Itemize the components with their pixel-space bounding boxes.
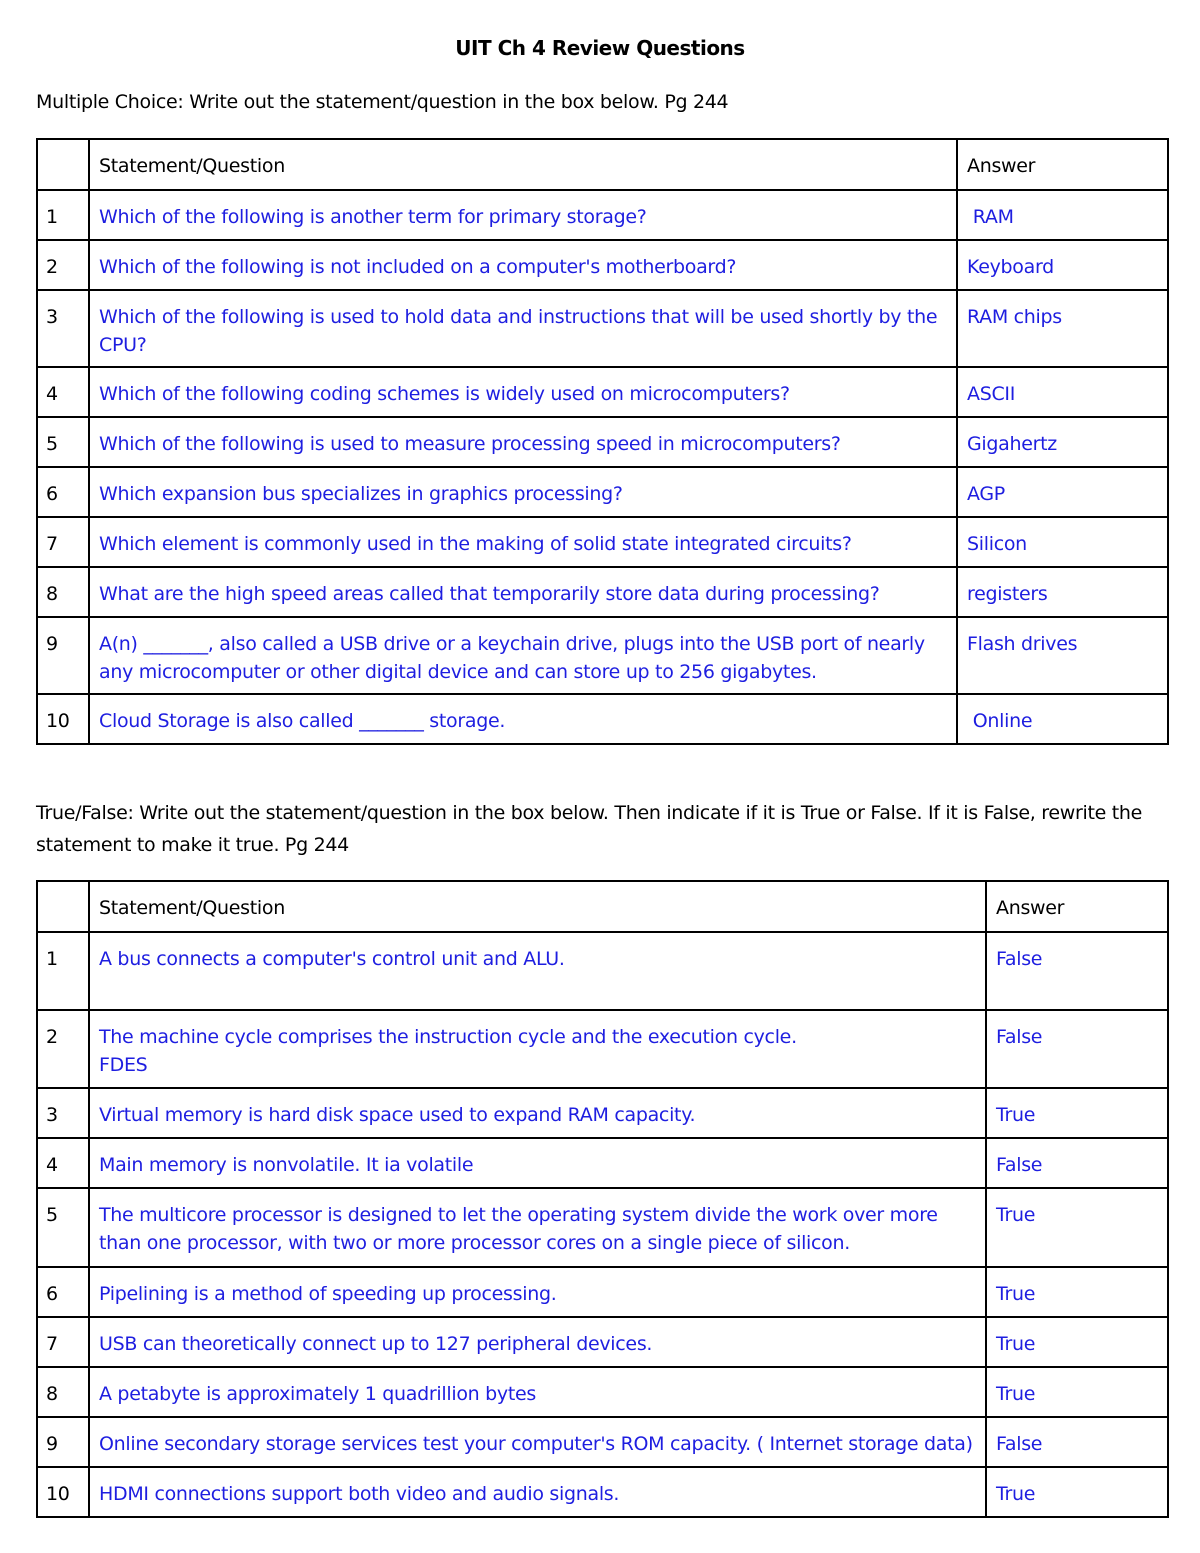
multiple-choice-instructions: Multiple Choice: Write out the statement/question in the box below. Pg 244 <box>36 91 729 113</box>
row-answer: AGP <box>957 467 1168 517</box>
row-answer: Online <box>957 694 1168 744</box>
page-title: UIT Ch 4 Review Questions <box>455 36 745 60</box>
row-question: A petabyte is approximately 1 quadrillion bytes <box>89 1367 986 1417</box>
table-row <box>37 617 1168 694</box>
row-question: What are the high speed areas called that temporarily store data during processing? <box>89 567 957 617</box>
table-row <box>37 1138 1168 1188</box>
row-question: Which element is commonly used in the making of solid state integrated circuits? <box>89 517 957 567</box>
header-answer: Answer <box>957 139 1168 190</box>
row-question: The multicore processor is designed to let the operating system divide the work over more than one processor, with two or more processor cores on a single piece of silicon. <box>89 1188 986 1267</box>
table-row <box>37 417 1168 467</box>
row-question: Pipelining is a method of speeding up processing. <box>89 1267 986 1317</box>
row-answer: True <box>986 1267 1168 1317</box>
table-row <box>37 694 1168 744</box>
row-question: A(n) _______, also called a USB drive or a keychain drive, plugs into the USB port of nearly any microcomputer or other digital device and can store up to 256 gigabytes. <box>89 617 957 694</box>
table-row <box>37 240 1168 290</box>
row-answer: ASCII <box>957 367 1168 417</box>
row-answer: RAM chips <box>957 290 1168 367</box>
row-number: 4 <box>37 367 89 417</box>
header-answer: Answer <box>986 881 1168 932</box>
row-number: 9 <box>37 1417 89 1467</box>
row-number: 6 <box>37 1267 89 1317</box>
table-row <box>37 1267 1168 1317</box>
row-answer: Silicon <box>957 517 1168 567</box>
row-number: 8 <box>37 1367 89 1417</box>
row-answer: True <box>986 1317 1168 1367</box>
table-row <box>37 190 1168 240</box>
header-question: Statement/Question <box>89 139 957 190</box>
table-row <box>37 1088 1168 1138</box>
row-number: 4 <box>37 1138 89 1188</box>
row-question: Which of the following coding schemes is widely used on microcomputers? <box>89 367 957 417</box>
row-question: USB can theoretically connect up to 127 peripheral devices. <box>89 1317 986 1367</box>
table-header-row <box>37 881 1168 932</box>
row-question: Which expansion bus specializes in graphics processing? <box>89 467 957 517</box>
table-row <box>37 367 1168 417</box>
table-row <box>37 467 1168 517</box>
row-number: 2 <box>37 240 89 290</box>
row-answer: False <box>986 1138 1168 1188</box>
header-question: Statement/Question <box>89 881 986 932</box>
table-row <box>37 1188 1168 1267</box>
row-number: 8 <box>37 567 89 617</box>
row-answer: Keyboard <box>957 240 1168 290</box>
row-question: Which of the following is used to measure processing speed in microcomputers? <box>89 417 957 467</box>
row-answer: True <box>986 1467 1168 1517</box>
row-answer: True <box>986 1367 1168 1417</box>
row-number: 3 <box>37 290 89 367</box>
table-row <box>37 1367 1168 1417</box>
row-question: The machine cycle comprises the instruction cycle and the execution cycle. FDES <box>89 1010 986 1088</box>
row-number: 10 <box>37 694 89 744</box>
row-answer: registers <box>957 567 1168 617</box>
row-number: 7 <box>37 517 89 567</box>
table-row <box>37 1317 1168 1367</box>
row-question: Cloud Storage is also called _______ storage. <box>89 694 957 744</box>
row-answer: False <box>986 932 1168 1010</box>
row-answer: RAM <box>957 190 1168 240</box>
row-answer: Gigahertz <box>957 417 1168 467</box>
true-false-instructions: True/False: Write out the statement/question in the box below. Then indicate if it is True or False. If it is False, rewrite the statement to make it true. Pg 244 <box>36 802 1143 856</box>
row-question: HDMI connections support both video and audio signals. <box>89 1467 986 1517</box>
header-number <box>37 881 89 932</box>
row-question: Which of the following is not included on a computer's motherboard? <box>89 240 957 290</box>
table-row <box>37 1467 1168 1517</box>
row-number: 1 <box>37 932 89 1010</box>
row-answer: Flash drives <box>957 617 1168 694</box>
row-question: Online secondary storage services test your computer's ROM capacity. ( Internet storage data) <box>89 1417 986 1467</box>
row-number: 6 <box>37 467 89 517</box>
row-number: 7 <box>37 1317 89 1367</box>
table-header-row <box>37 139 1168 190</box>
row-number: 9 <box>37 617 89 694</box>
row-number: 10 <box>37 1467 89 1517</box>
row-number: 1 <box>37 190 89 240</box>
row-number: 2 <box>37 1010 89 1088</box>
row-answer: True <box>986 1188 1168 1267</box>
row-question: Which of the following is another term for primary storage? <box>89 190 957 240</box>
table-row <box>37 932 1168 1010</box>
row-question: Which of the following is used to hold data and instructions that will be used shortly by the CPU? <box>89 290 957 367</box>
row-answer: False <box>986 1010 1168 1088</box>
row-question: A bus connects a computer's control unit and ALU. <box>89 932 986 1010</box>
row-question: Main memory is nonvolatile. It ia volatile <box>89 1138 986 1188</box>
true-false-table <box>36 880 1169 1518</box>
row-number: 3 <box>37 1088 89 1138</box>
multiple-choice-table <box>36 138 1169 745</box>
row-question: Virtual memory is hard disk space used to expand RAM capacity. <box>89 1088 986 1138</box>
row-answer: False <box>986 1417 1168 1467</box>
table-row <box>37 1417 1168 1467</box>
row-answer: True <box>986 1088 1168 1138</box>
header-number <box>37 139 89 190</box>
table-row <box>37 1010 1168 1088</box>
row-number: 5 <box>37 1188 89 1267</box>
table-row <box>37 567 1168 617</box>
row-number: 5 <box>37 417 89 467</box>
table-row <box>37 517 1168 567</box>
table-row <box>37 290 1168 367</box>
